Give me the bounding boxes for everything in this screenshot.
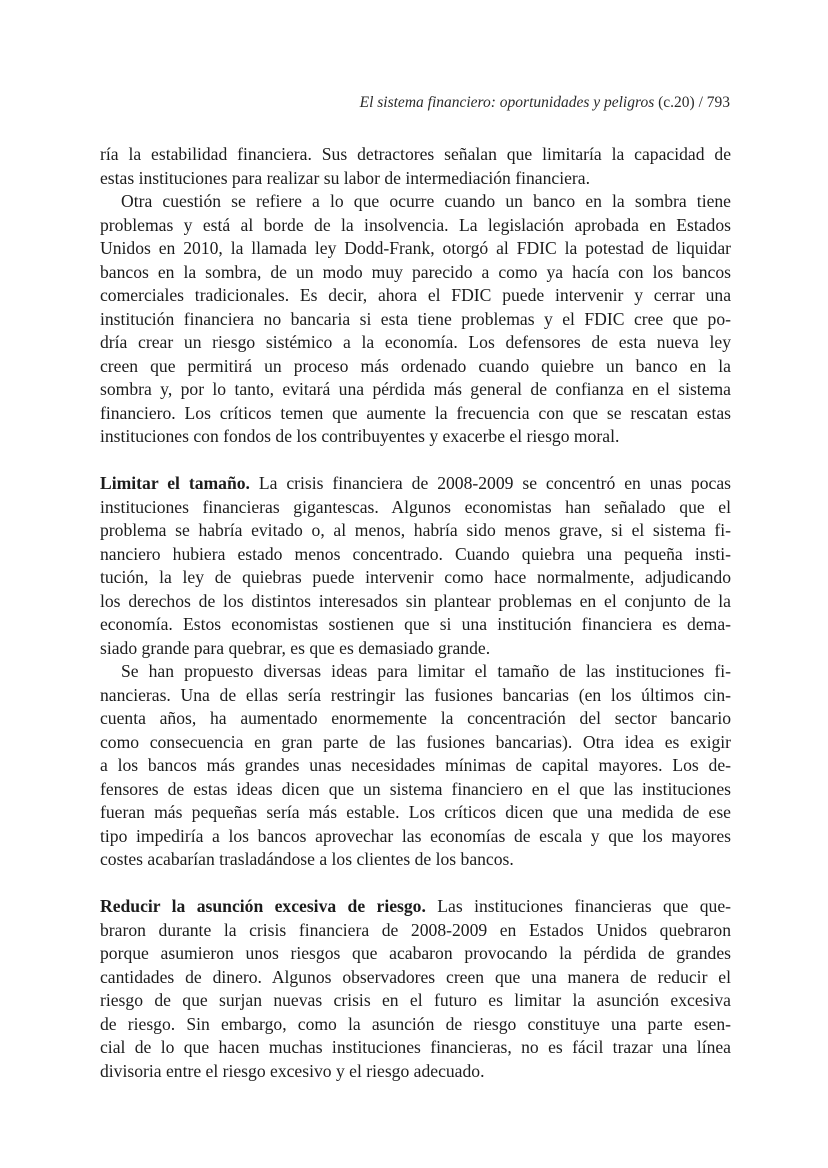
running-head-chapter: (c.20) <box>654 94 695 111</box>
text-line: problemas y está al borde de la insolvencia. La legislación aprobada en Estados <box>100 214 731 235</box>
text-line: cantidades de dinero. Algunos observadores creen que una manera de reducir el <box>100 966 731 987</box>
text-line: siado grande para quebrar, es que es demasiado grande. <box>100 637 491 658</box>
text-line: financiero. Los críticos temen que aumente la frecuencia con que se rescatan estas <box>100 402 731 423</box>
text-line: costes acabarían trasladándose a los clientes de los bancos. <box>100 849 514 869</box>
body-text <box>100 143 731 1083</box>
text-line: fensores de estas ideas dicen que un sistema financiero en el que las instituciones <box>100 778 731 799</box>
text-line <box>100 895 731 919</box>
running-head-title: El sistema financiero: oportunidades y peligros <box>359 94 655 111</box>
section-heading: Reducir la asunción excesiva de riesgo. <box>100 896 426 916</box>
text-line: instituciones financieras gigantescas. Algunos economistas han señalado que el <box>100 496 731 517</box>
text-line: estas instituciones para realizar su labor de intermediación financiera. <box>100 167 590 188</box>
text-line: tución, la ley de quiebras puede intervenir como hace normalmente, adjudicando <box>100 567 731 587</box>
text-line: riesgo de que surjan nuevas crisis en el futuro es limitar la asunción excesiva <box>100 990 731 1010</box>
paragraph <box>100 143 731 190</box>
running-head <box>360 94 730 112</box>
section-heading: Limitar el tamaño. <box>100 473 250 493</box>
text-line: economía. Estos economistas sostienen que si una institución financiera es dema- <box>100 614 731 634</box>
text-line: los derechos de los distintos interesados sin plantear problemas en el conjunto de la <box>100 590 731 611</box>
section-lead-text: La crisis financiera de 2008-2009 se concentró en unas pocas <box>249 473 731 493</box>
text-line: fueran más pequeñas sería más estable. Los críticos dicen que una medida de ese <box>100 802 731 822</box>
text-line: nancieras. Una de ellas sería restringir las fusiones bancarias (en los últimos cin- <box>100 684 731 705</box>
section-spacer <box>100 872 731 896</box>
text-line: creen que permitirá un proceso más ordenado cuando quiebre un banco en la <box>100 355 731 376</box>
text-line: como consecuencia en gran parte de las fusiones bancarias). Otra idea es exigir <box>100 731 731 752</box>
text-line: dría crear un riesgo sistémico a la economía. Los defensores de esta nueva ley <box>100 332 731 352</box>
text-line: institución financiera no bancaria si esta tiene problemas y el FDIC cree que po- <box>100 308 731 329</box>
text-line: divisoria entre el riesgo excesivo y el riesgo adecuado. <box>100 1060 485 1081</box>
section-limitar-el-tamano <box>100 472 731 660</box>
section-lead-text: Las instituciones financieras que que- <box>425 896 732 916</box>
text-line: de riesgo. Sin embargo, como la asunción de riesgo constituye una parte esen- <box>100 1013 731 1034</box>
text-line: comerciales tradicionales. Es decir, ahora el FDIC puede intervenir y cerrar una <box>100 285 731 305</box>
text-line: instituciones con fondos de los contribuyentes y exacerbe el riesgo moral. <box>100 426 620 446</box>
text-line: ría la estabilidad financiera. Sus detractores señalan que limitaría la capacidad de <box>100 144 731 164</box>
page-number: 793 <box>706 94 730 111</box>
running-head-separator: / <box>694 94 707 111</box>
text-line: Unidos en 2010, la llamada ley Dodd-Frank, otorgó al FDIC la potestad de liquidar <box>100 238 731 258</box>
text-line: porque asumieron unos riesgos que acabaron provocando la pérdida de grandes <box>100 943 731 963</box>
text-line <box>100 472 731 496</box>
text-line: tipo impediría a los bancos aprovechar las economías de escala y que los mayores <box>100 825 731 846</box>
text-line: sombra y, por lo tanto, evitará una pérdida más general de confianza en el sistema <box>100 379 731 399</box>
text-line: nanciero hubiera estado menos concentrado. Cuando quiebra una pequeña insti- <box>100 543 731 564</box>
paragraph <box>100 190 731 449</box>
text-line: problema se habría evitado o, al menos, habría sido menos grave, si el sistema fi- <box>100 520 731 540</box>
section-spacer <box>100 449 731 473</box>
text-line: bancos en la sombra, de un modo muy parecido a como ya hacía con los bancos <box>100 261 731 282</box>
section-reducir-riesgo <box>100 895 731 1083</box>
text-line: cial de lo que hacen muchas instituciones financieras, no es fácil trazar una línea <box>100 1037 731 1057</box>
text-line: cuenta años, ha aumentado enormemente la concentración del sector bancario <box>100 708 731 728</box>
text-line: braron durante la crisis financiera de 2008-2009 en Estados Unidos quebraron <box>100 919 731 940</box>
text-line: Otra cuestión se refiere a lo que ocurre cuando un banco en la sombra tiene <box>121 191 731 211</box>
text-line: Se han propuesto diversas ideas para limitar el tamaño de las instituciones fi- <box>121 661 731 681</box>
text-line: a los bancos más grandes unas necesidades mínimas de capital mayores. Los de- <box>100 755 731 775</box>
paragraph <box>100 660 731 872</box>
